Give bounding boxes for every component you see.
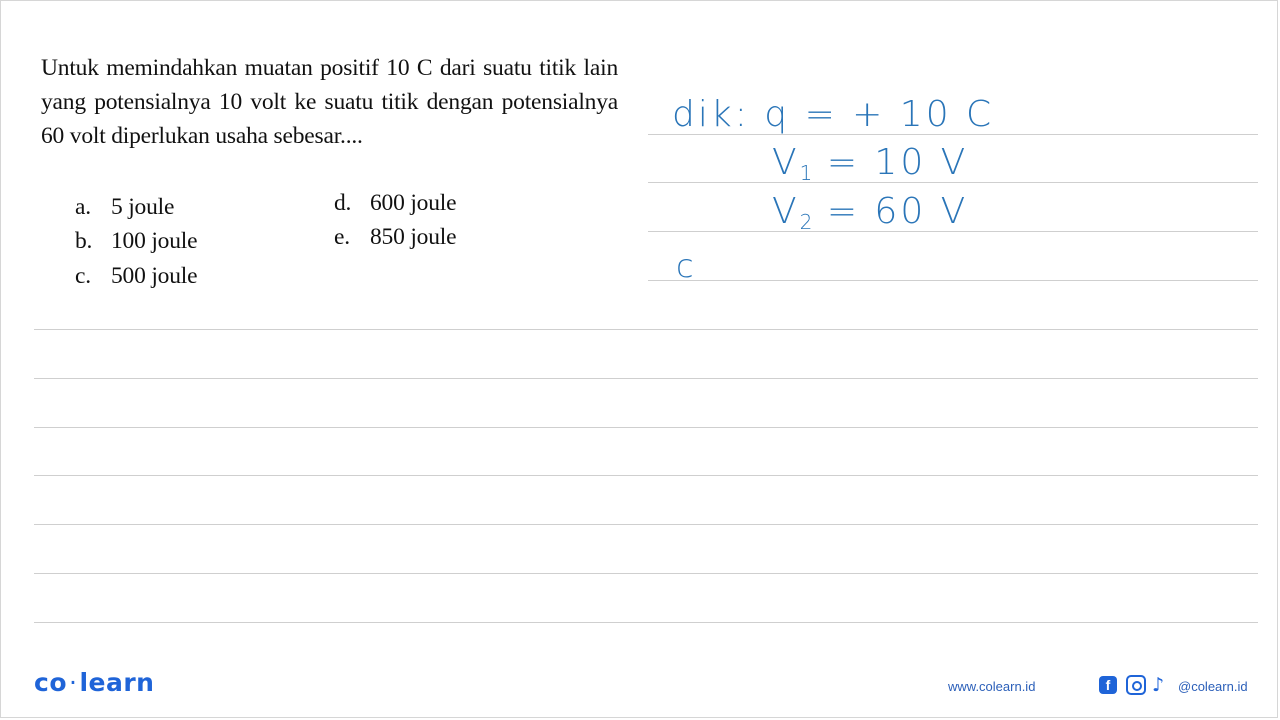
facebook-link[interactable]: [1099, 675, 1117, 695]
colearn-logo: [34, 668, 154, 697]
website-link[interactable]: www.colearn.id: [948, 679, 1036, 694]
handwritten-v1-value: = 10 V: [812, 142, 969, 183]
logo-dot: ·: [69, 668, 78, 697]
ruled-line: [34, 524, 1258, 525]
option-label: a.: [75, 194, 91, 220]
option-e: [334, 222, 456, 252]
handwritten-v2: [772, 192, 968, 242]
handwritten-v2-value: = 60 V: [812, 191, 969, 232]
option-label: d.: [334, 190, 352, 216]
handwritten-c: c: [676, 247, 697, 285]
option-text: 850 joule: [370, 224, 457, 250]
tiktok-link[interactable]: [1152, 675, 1164, 695]
facebook-icon: f: [1099, 676, 1117, 694]
question-text: Untuk memindahkan muatan positif 10 C dari suatu titik lain yang potensialnya 10 volt ke suatu titik dengan potensialnya 60 volt diperlukan usaha sebesar....: [41, 55, 618, 149]
option-label: e.: [334, 224, 350, 250]
option-text: 100 joule: [111, 228, 198, 254]
ruled-line: [34, 573, 1258, 574]
ruled-line: [34, 475, 1258, 476]
instagram-icon: [1126, 675, 1146, 695]
ruled-line: [34, 427, 1258, 428]
option-text: 5 joule: [111, 194, 175, 220]
option-text: 600 joule: [370, 190, 457, 216]
tiktok-icon: ♪: [1152, 674, 1165, 696]
handwritten-v2-symbol: V: [772, 191, 800, 232]
ruled-line: [34, 378, 1258, 379]
logo-part-co: co: [34, 668, 67, 697]
instagram-link[interactable]: [1126, 675, 1146, 695]
handwritten-v2-subscript: 2: [799, 210, 813, 234]
ruled-line: [648, 280, 1258, 281]
social-handle[interactable]: @colearn.id: [1178, 679, 1248, 694]
handwritten-known-charge: dik: q = + 10 C: [672, 94, 995, 135]
option-a: [75, 192, 174, 222]
option-d: [334, 188, 456, 218]
logo-part-learn: learn: [79, 668, 155, 697]
handwritten-v1-symbol: V: [772, 142, 800, 183]
handwritten-v1-subscript: 1: [799, 161, 813, 185]
option-text: 500 joule: [111, 263, 198, 289]
option-label: c.: [75, 263, 91, 289]
ruled-line: [34, 622, 1258, 623]
ruled-line: [34, 329, 1258, 330]
handwritten-v1: [772, 143, 968, 193]
option-b: [75, 226, 197, 256]
option-c: [75, 261, 197, 291]
option-label: b.: [75, 228, 93, 254]
